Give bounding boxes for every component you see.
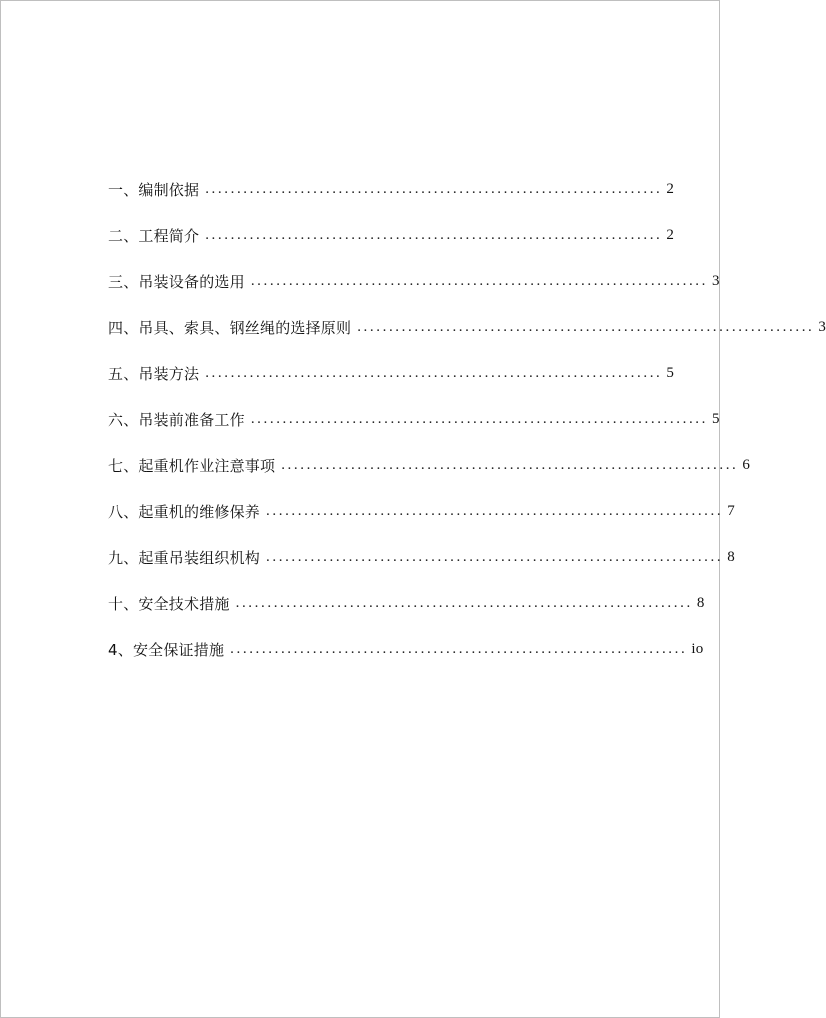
toc-entry[interactable] bbox=[108, 542, 735, 572]
toc-leader-dots: ........................................................................ bbox=[230, 640, 688, 657]
toc-leader-dots: ........................................................................ bbox=[266, 548, 724, 565]
toc-leader-dots: ........................................................................ bbox=[250, 272, 709, 289]
toc-entry[interactable] bbox=[108, 174, 675, 204]
toc-entry-title: 4、安全保证措施 bbox=[108, 640, 225, 659]
toc-entry-page: 8 bbox=[727, 548, 735, 565]
toc-entry[interactable] bbox=[108, 312, 826, 342]
toc-leader-dots: ........................................................................ bbox=[250, 410, 709, 427]
toc-leader-dots: ........................................................................ bbox=[205, 364, 663, 381]
toc-leader-dots: ........................................................................ bbox=[281, 456, 739, 473]
toc-entry-title: 六、吊装前准备工作 bbox=[108, 410, 245, 429]
toc-entry-page: 3 bbox=[818, 318, 826, 335]
toc-entry-title: 四、吊具、索具、钢丝绳的选择原则 bbox=[108, 318, 352, 337]
toc-entry-title: 八、起重机的维修保养 bbox=[108, 502, 261, 521]
toc-leader-dots: ........................................................................ bbox=[205, 226, 663, 243]
toc-entry-page: 2 bbox=[666, 226, 675, 243]
toc-entry[interactable] bbox=[108, 634, 704, 664]
toc-entry[interactable] bbox=[108, 358, 675, 388]
toc-entry[interactable] bbox=[108, 266, 720, 296]
toc-leader-dots: ........................................................................ bbox=[205, 180, 663, 197]
toc-entry-page: io bbox=[691, 640, 704, 657]
toc-entry[interactable] bbox=[108, 220, 675, 250]
toc-entry-page: 5 bbox=[666, 364, 675, 381]
toc-leader-dots: ........................................................................ bbox=[266, 502, 724, 519]
toc-entry-title: 十、安全技术措施 bbox=[108, 594, 230, 613]
toc-entry-title: 二、工程简介 bbox=[108, 226, 200, 245]
toc-entry-page: 2 bbox=[666, 180, 675, 197]
toc-entry-page: 6 bbox=[742, 456, 751, 473]
toc-entry-title: 三、吊装设备的选用 bbox=[108, 272, 245, 291]
toc-entry-page: 3 bbox=[712, 272, 720, 289]
toc-entry-title: 七、起重机作业注意事项 bbox=[108, 456, 276, 475]
toc-entry[interactable] bbox=[108, 404, 720, 434]
toc-entry-title: 九、起重吊装组织机构 bbox=[108, 548, 261, 567]
toc-entry-page: 8 bbox=[696, 594, 705, 611]
toc-entry[interactable] bbox=[108, 496, 735, 526]
toc-entry-page: 7 bbox=[727, 502, 735, 519]
toc-entry[interactable] bbox=[108, 450, 751, 480]
toc-entry-title: 五、吊装方法 bbox=[108, 364, 200, 383]
toc-entry-page: 5 bbox=[712, 410, 720, 427]
toc-entry-title: 一、编制依据 bbox=[108, 180, 200, 199]
toc-leader-dots: ........................................................................ bbox=[357, 318, 815, 335]
toc-entry[interactable] bbox=[108, 588, 705, 618]
toc-leader-dots: ........................................................................ bbox=[235, 594, 693, 611]
